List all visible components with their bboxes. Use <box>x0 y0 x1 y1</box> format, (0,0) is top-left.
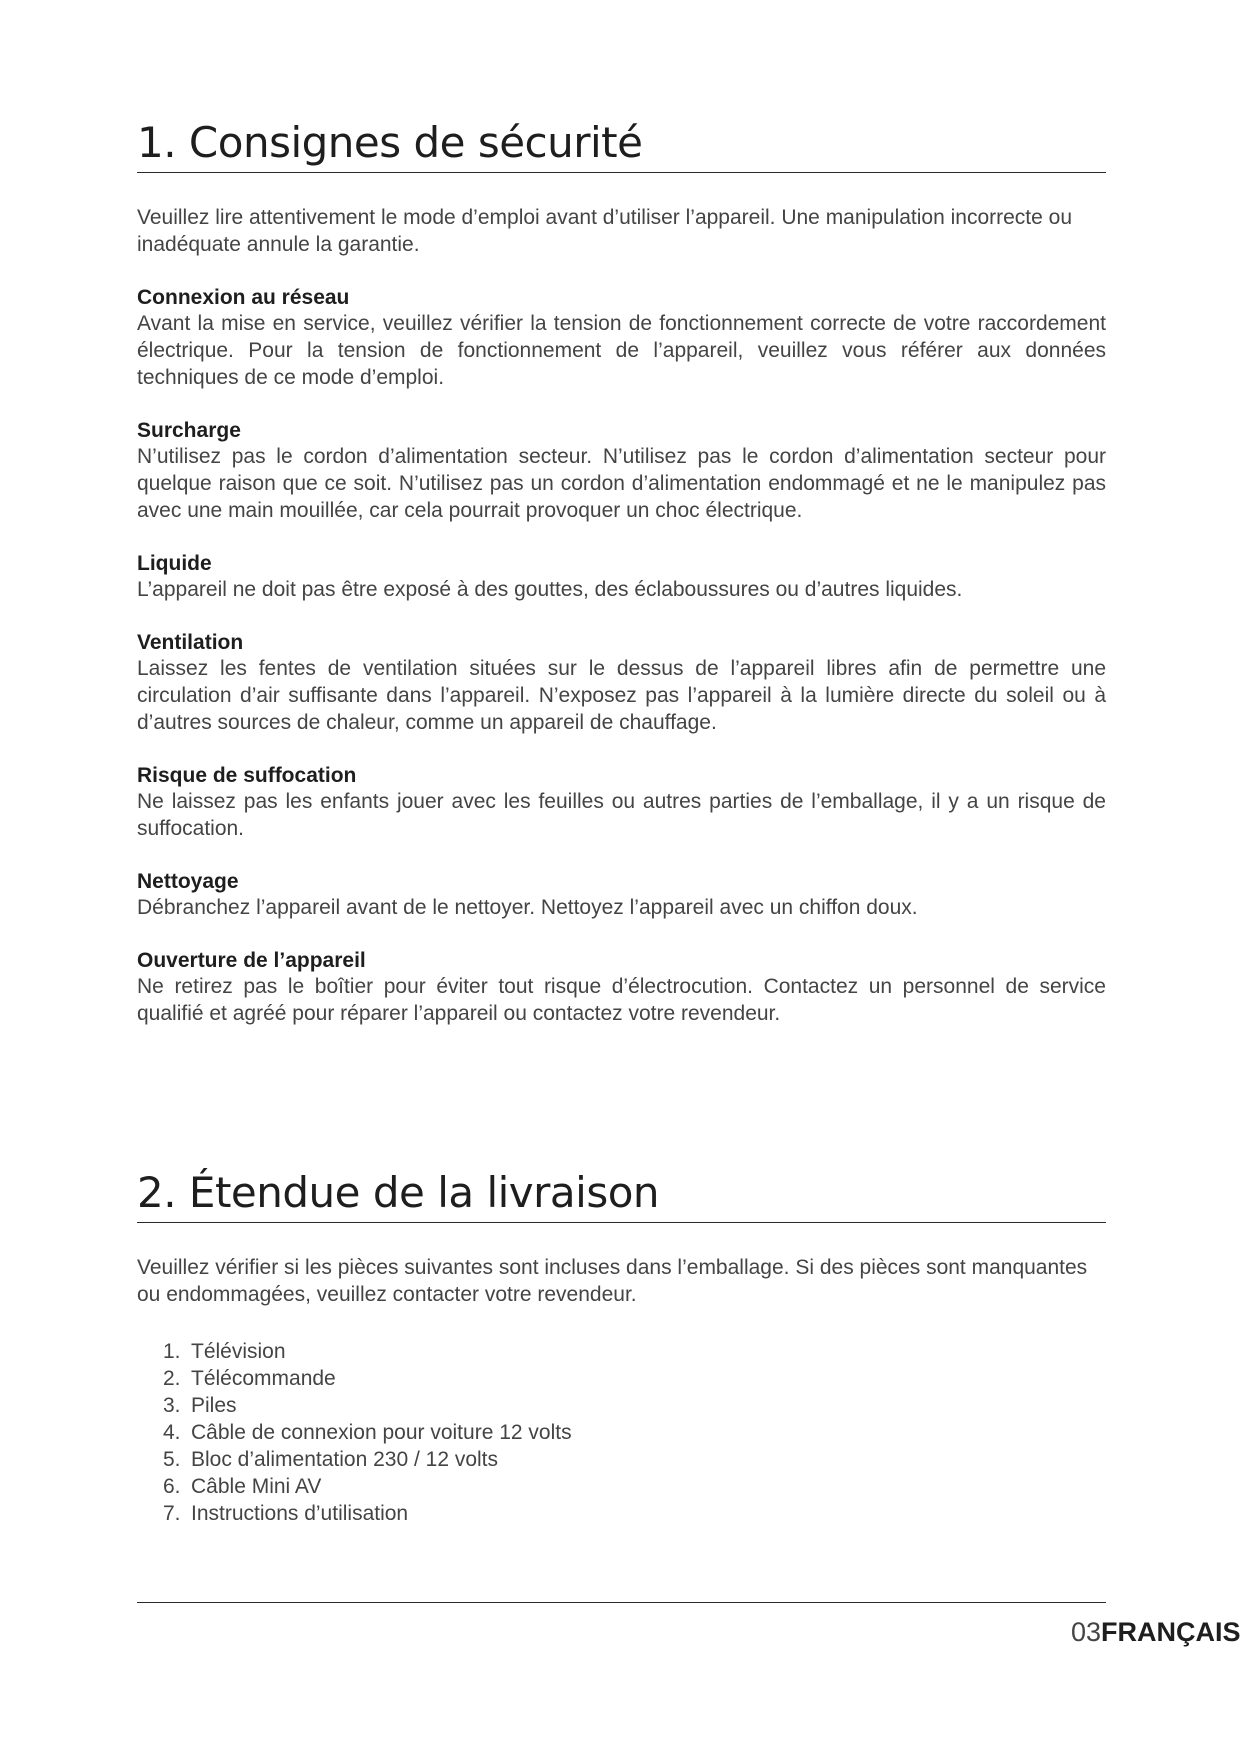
safety-block-power <box>137 285 1106 391</box>
list-item <box>163 1419 1106 1446</box>
list-item-number: 2. <box>163 1367 181 1390</box>
section-title-safety: 1. Consignes de sécurité <box>137 118 1106 173</box>
list-item <box>163 1338 1106 1365</box>
safety-block-opening <box>137 948 1106 1027</box>
list-item-number: 3. <box>163 1394 181 1417</box>
list-item-label: Câble Mini AV <box>191 1475 322 1498</box>
list-item-label: Câble de connexion pour voiture 12 volts <box>191 1421 572 1444</box>
safety-intro: Veuillez lire attentivement le mode d’emploi avant d’utiliser l’appareil. Une manipulation incorrecte ou inadéquate annule la garantie. <box>137 206 1073 256</box>
block-text: Laissez les fentes de ventilation situées sur le dessus de l’appareil libres afin de permettre une circulation d’air suffisante dans l’appareil. N’exposez pas l’appareil à la lumière directe du soleil ou à d’autres sources de chaleur, comme un appareil de chauffage. <box>137 657 1106 734</box>
list-item-number: 4. <box>163 1421 181 1444</box>
list-item-number: 5. <box>163 1448 181 1471</box>
page-footer <box>1071 1614 1241 1650</box>
block-title: Risque de suffocation <box>137 764 357 787</box>
section-title-delivery: 2. Étendue de la livraison <box>137 1168 1106 1223</box>
block-text: L’appareil ne doit pas être exposé à des gouttes, des éclaboussures ou d’autres liquides. <box>137 578 963 601</box>
safety-block-overload <box>137 418 1106 524</box>
block-text: Ne retirez pas le boîtier pour éviter tout risque d’électrocution. Contactez un personnel de service qualifié et agréé pour réparer l’appareil ou contactez votre revendeur. <box>137 975 1106 1025</box>
block-text: Débranchez l’appareil avant de le nettoyer. Nettoyez l’appareil avec un chiffon doux. <box>137 896 918 919</box>
safety-block-ventilation <box>137 630 1106 736</box>
delivery-intro: Veuillez vérifier si les pièces suivantes sont incluses dans l’emballage. Si des pièces sont manquantes ou endommagées, veuillez contacter votre revendeur. <box>137 1256 1088 1306</box>
page-number: 03 <box>1071 1617 1102 1647</box>
section-safety <box>137 118 1106 1027</box>
section-delivery <box>137 1168 1106 1527</box>
footer-language: FRANÇAIS <box>1101 1617 1241 1647</box>
list-item-label: Télécommande <box>191 1367 336 1390</box>
list-item-label: Bloc d’alimentation 230 / 12 volts <box>191 1448 499 1471</box>
list-item-label: Piles <box>191 1394 237 1417</box>
block-title: Liquide <box>137 552 212 575</box>
block-text: N’utilisez pas le cordon d’alimentation secteur. N’utilisez pas le cordon d’alimentation secteur pour quelque raison que ce soit. N’utilisez pas un cordon d’alimentation endommagé et ne le manipulez pas avec une main mouillée, car cela pourrait provoquer un choc électrique. <box>137 445 1106 522</box>
safety-block-liquid <box>137 551 1106 603</box>
footer-divider <box>137 1602 1106 1603</box>
block-title: Ventilation <box>137 631 244 654</box>
list-item <box>163 1500 1106 1527</box>
block-title: Ouverture de l’appareil <box>137 949 366 972</box>
delivery-list <box>137 1338 1106 1527</box>
block-text: Avant la mise en service, veuillez vérifier la tension de fonctionnement correcte de votre raccordement électrique. Pour la tension de fonctionnement de l’appareil, veuillez vous référer aux données techniques de ce mode d’emploi. <box>137 312 1106 389</box>
list-item-label: Instructions d’utilisation <box>191 1502 409 1525</box>
list-item <box>163 1365 1106 1392</box>
list-item-number: 1. <box>163 1340 181 1363</box>
block-title: Nettoyage <box>137 870 239 893</box>
list-item <box>163 1392 1106 1419</box>
list-item <box>163 1473 1106 1500</box>
list-item-number: 6. <box>163 1475 181 1498</box>
list-item <box>163 1446 1106 1473</box>
block-title: Connexion au réseau <box>137 286 350 309</box>
block-text: Ne laissez pas les enfants jouer avec les feuilles ou autres parties de l’emballage, il y a un risque de suffocation. <box>137 790 1106 840</box>
block-title: Surcharge <box>137 419 241 442</box>
safety-block-cleaning <box>137 869 1106 921</box>
list-item-number: 7. <box>163 1502 181 1525</box>
list-item-label: Télévision <box>191 1340 286 1363</box>
safety-block-suffocation <box>137 763 1106 842</box>
